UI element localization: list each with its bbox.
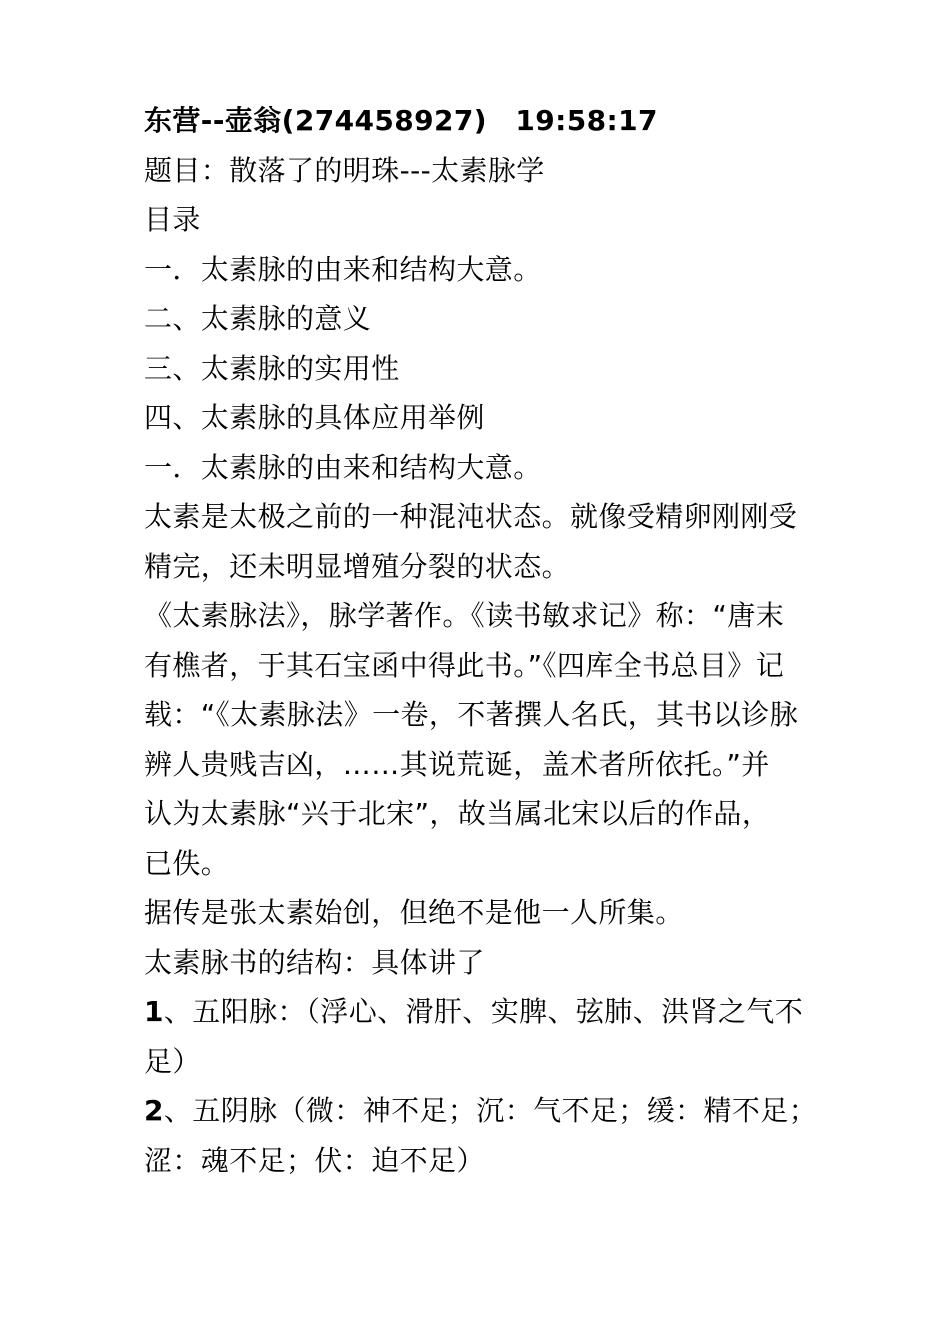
paragraph-taisu-history xyxy=(144,591,814,888)
paragraph-line: 认为太素脉“兴于北宋”，故当属北宋以后的作品， xyxy=(144,797,771,830)
header-line: 东营--壶翁(274458927) 19:58:17 xyxy=(144,104,658,137)
list-item-line: 涩：魂不足；伏：迫不足） xyxy=(144,1143,485,1177)
toc-item: 四、太素脉的具体应用举例 xyxy=(144,401,485,434)
paragraph-line: 有樵者，于其石宝函中得此书。”《四库全书总目》记 xyxy=(144,648,785,682)
paragraph-line: 太素是太极之前的一种混沌状态。就像受精卵刚刚受 xyxy=(144,500,798,533)
paragraph-origin: 据传是张太素始创，但绝不是他一人所集。 xyxy=(144,896,684,929)
paragraph-taisu-definition xyxy=(144,492,814,591)
table-of-contents xyxy=(144,245,814,443)
toc-heading: 目录 xyxy=(144,203,201,236)
paragraph-line: 已佚。 xyxy=(144,846,230,880)
paragraph-line: 《太素脉法》，脉学著作。《读书敏求记》称：“唐末 xyxy=(144,599,785,632)
paragraph-line: 精完，还未明显增殖分裂的状态。 xyxy=(144,549,571,583)
list-item-five-yang xyxy=(144,987,814,1086)
list-item-line: 足） xyxy=(144,1044,201,1078)
list-item-text: 、五阴脉（微：神不足；沉：气不足；缓：精不足； xyxy=(163,1094,818,1127)
list-item-text: 、五阳脉：（浮心、滑肝、实脾、弦肺、洪肾之气不 xyxy=(163,995,804,1028)
list-item-line xyxy=(144,987,814,1037)
list-item-number: 1 xyxy=(144,995,164,1028)
paragraph-structure-intro: 太素脉书的结构：具体讲了 xyxy=(144,945,485,979)
list-item-line xyxy=(144,1086,818,1136)
list-item-number: 2 xyxy=(144,1094,164,1127)
toc-item: 一．太素脉的由来和结构大意。 xyxy=(144,252,542,286)
list-item-five-yin xyxy=(144,1086,818,1185)
toc-item: 三、太素脉的实用性 xyxy=(144,351,400,385)
paragraph-line: 辨人贵贱吉凶，……其说荒诞，盖术者所依托。”并 xyxy=(144,747,770,781)
title-line: 题目：散落了的明珠---太素脉学 xyxy=(144,153,545,187)
toc-item: 二、太素脉的意义 xyxy=(144,302,372,335)
paragraph-line: 载：“《太素脉法》一卷，不著撰人名氏，其书以诊脉 xyxy=(144,698,799,731)
document-body xyxy=(144,96,818,1185)
section-heading: 一．太素脉的由来和结构大意。 xyxy=(144,450,542,484)
